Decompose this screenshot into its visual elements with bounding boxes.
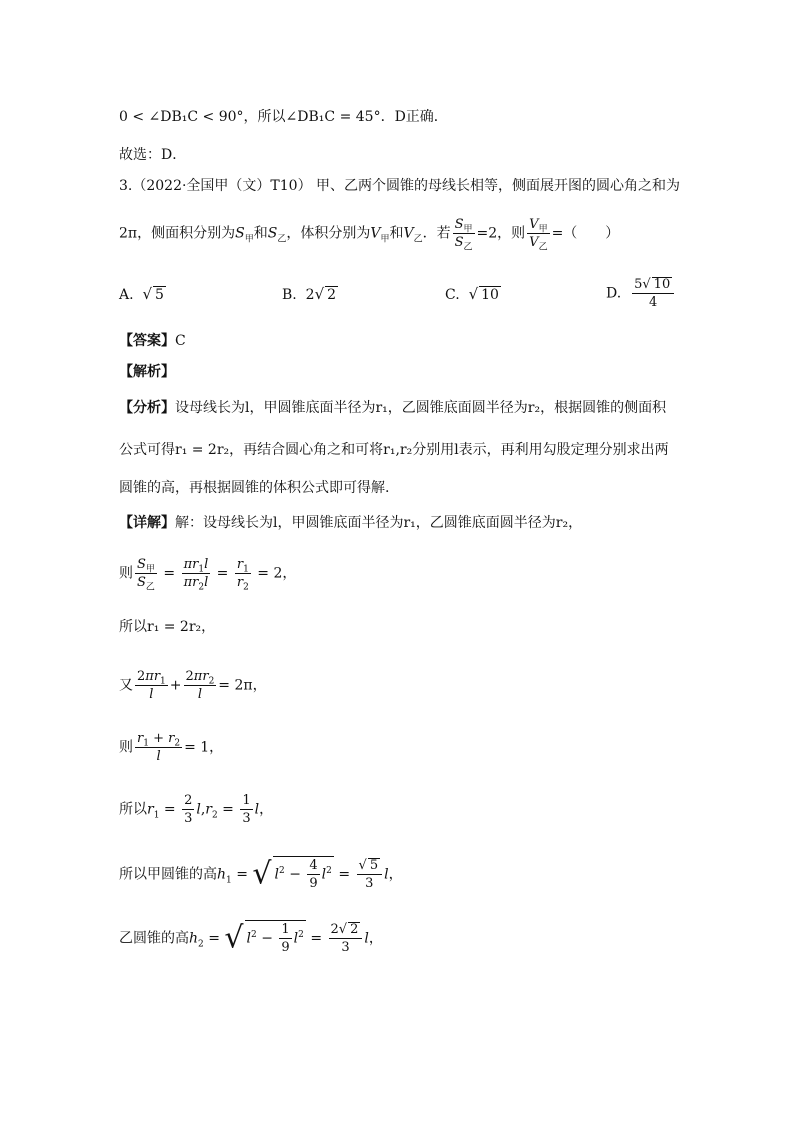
option-a: A. √ 5 bbox=[119, 285, 164, 303]
option-b: B. 2√ 2 bbox=[282, 285, 337, 303]
step-angle-sum: 又 $\frac{2\pi r_1}{l}$ + $\frac{2\pi r_2}{l}$ = 2π， bbox=[119, 669, 267, 702]
xiangjie-line-1: 【详解】解：设母线长为l，甲圆锥底面半径为r₁，乙圆锥底面圆半径为r₂， bbox=[119, 515, 583, 531]
step-h2: 乙圆锥的高$h_2$ = √ $l^2$ − $\frac{1}{9}$ $l^2$ = $\frac{2√ 2}{3}$ l， bbox=[119, 920, 383, 956]
line-angle-conclusion: 0 < ∠DB₁C < 90°，所以∠DB₁C = 45°．D正确． bbox=[119, 109, 448, 125]
fenxi-line-2: 公式可得r₁ = 2r₂，再结合圆心角之和可将r₁,r₂分别用l表示，再利用勾股定理分别求出两 bbox=[119, 442, 669, 458]
step-r-values: 所以$r_1$ = $\frac{2}{3}$ $l,r_2$ = $\frac{1}{3}$ l， bbox=[119, 793, 274, 826]
line-choose-d: 故选：D． bbox=[119, 147, 187, 163]
q2-text-a: 2π，侧面积分别为 bbox=[119, 225, 236, 242]
step-h1: 所以甲圆锥的高$h_1$ = √ $l^2$ − $\frac{4}{9}$ $l^2$ = $\frac{√ 5}{3}$ l， bbox=[119, 856, 403, 892]
analysis-label: 【解析】 bbox=[119, 364, 175, 380]
answer-line: 【答案】C bbox=[119, 333, 186, 349]
option-d: D. $\frac{5√ 10}{4}$ bbox=[606, 276, 676, 311]
v-ratio-fraction: $\frac{V_甲}{V_乙}$ bbox=[529, 217, 548, 253]
s-ratio-fraction: $\frac{S_甲}{S_乙}$ bbox=[454, 217, 473, 253]
question-line-2: 2π，侧面积分别为$S_甲$和$S_乙$，体积分别为$V_甲$和$V_乙$．若 $\frac{S_甲}{S_乙}$ =2，则 $\frac{V_甲}{V_乙}$ =（ ） bbox=[119, 217, 620, 253]
option-c: C. √ 10 bbox=[445, 285, 499, 303]
step-ratio: 则 $\frac{S_甲}{S_乙}$ = $\frac{\pi r_1l}{\pi r_2l}$ = $\frac{r_1}{r_2}$ = 2， bbox=[119, 557, 297, 593]
fenxi-line-1: 【分析】设母线长为l，甲圆锥底面半径为r₁，乙圆锥底面圆半径为r₂，根据圆锥的侧面积 bbox=[119, 400, 667, 416]
step-sum-one: 则 $\frac{r_1 + r_2}{l}$ = 1， bbox=[119, 731, 224, 764]
fenxi-line-3: 圆锥的高，再根据圆锥的体积公式即可得解. bbox=[119, 480, 390, 496]
step-r1-eq: 所以r₁ = 2r₂， bbox=[119, 619, 216, 635]
question-header: 3.（2022·全国甲（文）T10） 甲、乙两个圆锥的母线长相等，侧面展开图的圆心角之和为 bbox=[119, 178, 681, 194]
